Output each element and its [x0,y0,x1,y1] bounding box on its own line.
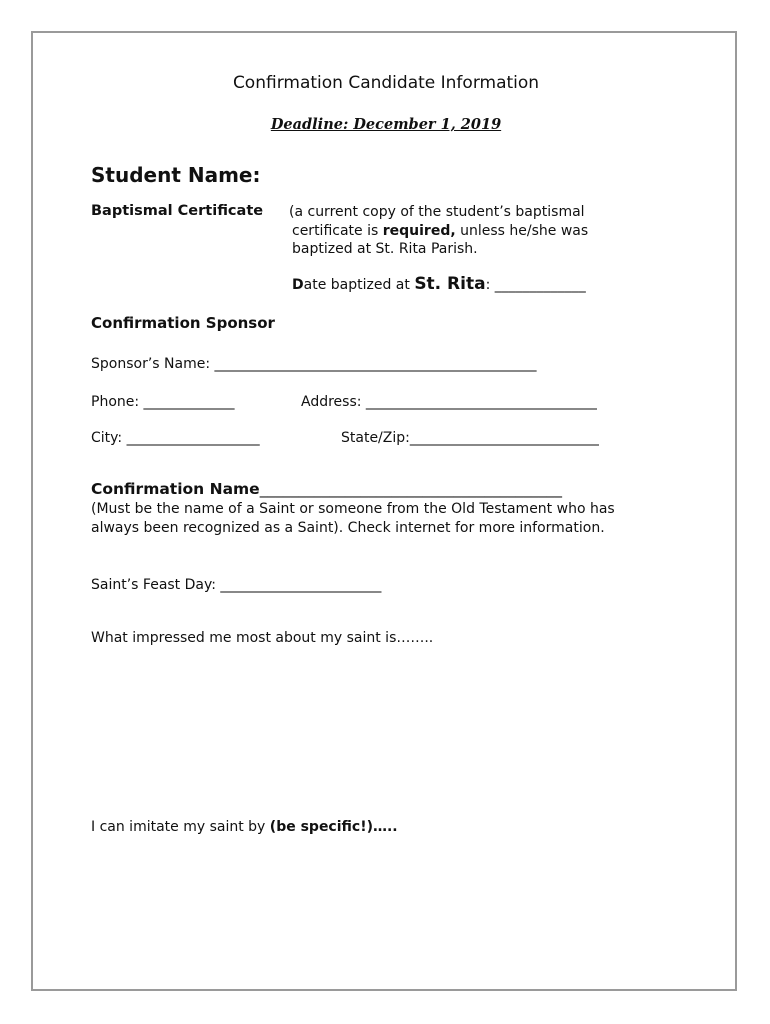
deadline: Deadline: December 1, 2019 [270,116,502,133]
student-name-label: Student Name: [91,163,261,187]
address-field[interactable]: Address: _________________________________ [301,394,597,410]
bapt-note-line-2 [289,222,639,241]
baptismal-certificate-note [289,203,639,259]
bapt-note-line-1: (a current copy of the student’s baptismal [289,204,585,220]
page-title: Confirmation Candidate Information [232,73,540,93]
sponsor-name-field[interactable]: Sponsor’s Name: ______________________________________________ [91,356,537,372]
feast-day-field[interactable]: Saint’s Feast Day: _______________________ [91,577,382,593]
sponsor-heading: Confirmation Sponsor [91,314,275,332]
imitate-prompt [91,819,398,835]
date-baptized-blank: : _____________ [485,277,586,293]
document-page [31,31,737,991]
confirmation-name-label: Confirmation Name [91,480,260,498]
be-specific-text: (be specific!)….. [269,819,398,835]
impressed-prompt: What impressed me most about my saint is…….. [91,630,434,646]
cn-note-line-2: always been recognized as a Saint). Check internet for more information. [91,520,605,536]
phone-field[interactable]: Phone: _____________ [91,394,235,410]
confirmation-name-field[interactable] [91,480,562,498]
date-baptized-field[interactable] [292,274,586,294]
city-field[interactable]: City: ___________________ [91,430,260,446]
state-zip-field[interactable]: State/Zip:___________________________ [341,430,599,446]
required-text: required, [382,222,456,239]
imitate-text: I can imitate my saint by [91,819,270,835]
baptismal-certificate-label: Baptismal Certificate [91,203,264,219]
cn-note-line-1: (Must be the name of a Saint or someone from the Old Testament who has [91,501,615,517]
confirmation-name-note [91,500,615,538]
date-first-letter: D [292,277,304,293]
date-baptized-label: ate baptized at [303,277,415,293]
parish-name: St. Rita [414,274,486,294]
confirmation-name-blank: _______________________________________ [259,480,562,498]
bapt-note-line-3: baptized at St. Rita Parish. [292,241,478,257]
bapt-line2-end: unless he/she was [455,222,589,239]
bapt-line2-text: certificate is [292,222,383,239]
